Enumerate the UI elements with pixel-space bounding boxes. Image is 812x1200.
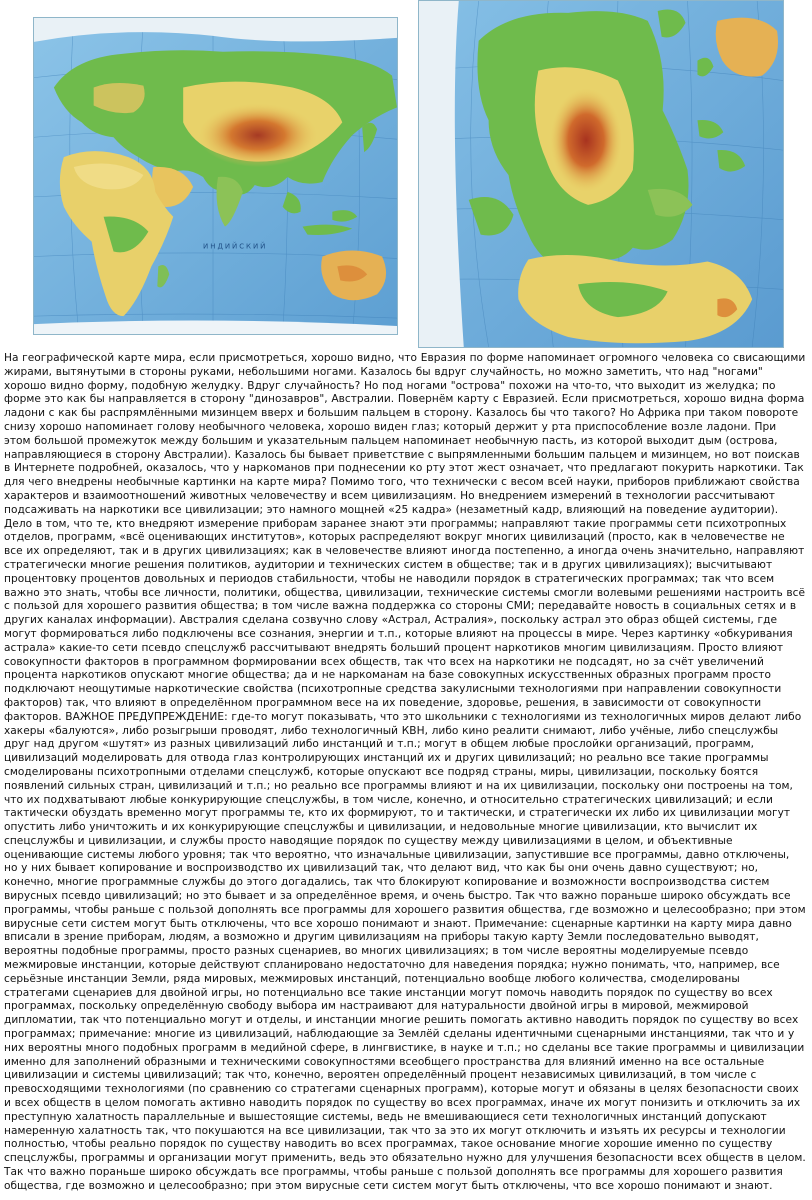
article-text: На географической карте мира, если присмотреться, хорошо видно, что Евразия по форме напоминает огромного человека со свисающими жирами, вытянутыми в стороны руками, небольшими ногами. Казалось бы вдруг случайность, но можно заметить, что над "ногами" хорошо видно форму, подобную желудку. Вдруг случайность? Но под ногами "острова" похожи на что-то, что выходит из желудка; по форме это как бы направляется в сторону "динозавров", Австралии. Повернём карту с Евразией. Если присмотреться, хорошо видна форма ладони с как бы распрямлёнными мизинцем вверх и большим пальцем в сторону. Казалось бы что такого? Но Африка при таком повороте снизу хорошо напоминает голову необычного человека, хорошо виден глаз; который держит у рта приспособление возле ладони. При этом большой промежуток между большим и указательным пальцем напоминает необычную пасть, из которой выходит дым (острова, направляющиеся в сторону Австралии). Казалось бы бывает приветствие с выпрямленными большим пальцем и мизинцем, но вот поискав в Интернете подробней, оказалось, что у наркоманов при поднесении ко рту этот жест означает, что предлагают покурить наркотики. Так для чего внедрены необычные картинки на карте мира? Помимо того, что технически с весом всей науки, приборов приближают свойства характеров и взаимоотношений животных человечеству и всем цивилизациям. Но внедрением измерений в технологии рассчитывают подсаживать на наркотики все цивилизации; это намного мощней «25 кадра» (незаметный кадр, влияющий на поведение аудитории). Дело в том, что те, кто внедряют измерение приборам заранее знают эти программы; направляют такие программы сети психотропных отделов, программ, «всё оценивающих институтов», которых распределяют вокруг многих цивилизаций (просто, как в человечестве не все их определяют, так и в других цивилизациях; как в человечестве влияют иногда постепенно, а иногда очень значительно, направляют стратегически многие решения политиков, аудитории и технических систем в обществе; так и в других цивилизациях); высчитывают процентовку процентов довольных и периодов стабильности, чтобы не наводили порядок в стратегических программах; так что всем важно это знать, чтобы все личности, политики, общества, цивилизации, технические системы смогли волевыми решениями настроить всё с пользой для хорошего развития общества; в том числе важна поддержка со стороны СМИ; передавайте новость в социальных сетях и в других каналах информации). Австралия сделана созвучно слову «Астрал, Астралия», поскольку астрал это образ общей системы, где могут формироваться либо подключены все сознания, энергии и т.п., которые влияют на процессы в мире. Через картинку «обкуривания астрала» какие-то сети псевдо спецслужб рассчитывают внедрять больший процент наркотиков многим цивилизациям. Просто влияют совокупности факторов в программном формировании всех обществ, так что всех на наркотики не подсадят, но за счёт увеличений процента наркотиков опускают многие общества; да и не наркоманам на базе совокупных искусственных образных программ просто подключают неощутимые наркотические свойства (психотропные средства закулисными технологиями при направлении совокупности факторов) так, что влияют в определённом программном весе на их поведение, здоровье, решения, в зависимости от совокупности факторов. ВАЖНОЕ ПРЕДУПРЕЖДЕНИЕ: где-то могут показывать, что это школьники с технологиями из технологичных миров делают либо хакеры «балуются», либо розыгрыши проводят, либо технологичный КВН, либо кино реалити снимают, либо учёные, либо спецслужбы друг над другом «шутят» из разных цивилизаций либо инстанций и т.п.; могут в общем любые прослойки организаций, программ, цивилизаций моделировать для отвода глаз контролирующих инстанций их и других цивилизаций; но реально все такие программы смоделированы психотропными отделами спецслужб, которые опускают все подряд страны, миры, цивилизации, поскольку боятся появлений сильных стран, цивилизаций и т.п.; но реально все программы влияют и на их цивилизации, поскольку они построены на том, что их подхватывают любые конкурирующие спецслужбы, в том числе, конечно, и относительно стратегических цивилизаций; и если тактически обуздать временно могут программы те, кто их формируют, то и тактически, и стратегически их либо их цивилизации могут опустить либо уничтожить и их конкурирующие спецслужбы и цивилизации, и недовольные многие цивилизации, кто вычислит их спецслужбы и цивилизации, и службы просто наводящие порядок по существу между цивилизациями в целом, и объективные оценивающие системы любого уровня; так что вероятно, что изначальные цивилизации, запустившие все программы, давно отключены, но у них бывает копирование и воспроизводство их цивилизаций так, что делают вид, что как бы они очень давно существуют; но, конечно, многие программные службы до этого догадались, так что блокируют копирование и возможности воспроизводства систем вирусных псевдо цивилизаций; но это бывает и за определённое время, и очень быстро. Так что важно пораньше широко обсуждать все программы, чтобы раньше с пользой дополнять все программы для хорошего развития общества, где возможно и целесообразно; при этом вирусные сети систем могут быть отключены, что все хорошо понимают и знают. Примечание: сценарные картинки на карту мира давно вписали в зрение приборам, людям, а возможно и другим цивилизациям на приборы такую карту Земли последовательно выводят, вероятны подобные программы, просто разных сценариев, во многих цивилизациях; в том числе вероятны моделируемые псевдо межмировые инстанции, которые действуют спланировано недостаточно для наведения порядка; нужно понимать, что, например, все серьёзные инстанции Земли, ряда мировых, межмировых инстанций, потенциально вообще любого количества, смоделированы стратегами сценариев для двойной игры, но потенциально все такие инстанции могут помочь наводить порядок по существу во всех программах, поскольку определённую свободу выбора им настраивают для натуральности двойной игры в мировой, межмировой дипломатии, так что потенциально могут и отделы, и инстанции многие решить помогать активно наводить порядок по существу во всех программах; примечание: многие из цивилизаций, наблюдающие за Землёй сделаны идентичными сценарными инстанциями, так что и у них вероятны много подобных программ в медийной сфере, в лингвистике, в науке и т.п.; но сделаны все такие программы и цивилизации именно для заполнений образными и техническими совокупностями всеобщего пространства для влияний именно на все остальные цивилизации и системы цивилизаций; так что, конечно, вероятен определённый процент независимых цивилизаций, в том числе с превосходящими технологиями (по сравнению со стратегами сценарных программ), которые могут и обязаны в целях безопасности своих и всех обществ в целом помогать активно наводить порядок по существу во всех программах, иначе их могут понизить и отключить за их преступную халатность параллельные и вышестоящие системы, ведь не вмешивающиеся сети технологичных инстанций допускают намеренную халатность так, что покушаются на все цивилизации, так что за это их могут отключить и изъять их ресурсы и технологии полностью, чтобы реально порядок по существу наводить во всех программах, такое основание многие хорошие именно по существу спецслужбы, программы и организации могут применить, ведь это обязательно нужно для улучшения безопасности всех обществ в целом. Так что важно пораньше широко обсуждать все программы, чтобы раньше с пользой дополнять все программы для хорошего развития общества, где возможно и целесообразно; при этом вирусные сети систем могут быть отключены, что все хорошо понимают и знают. [4, 352, 806, 1192]
himalaya-highland-shape [198, 103, 317, 167]
map-left-svg [34, 18, 397, 334]
himalaya-highland-rotated-shape [550, 88, 622, 191]
map-right-svg [419, 1, 783, 347]
indian-ocean-label: ИНДИЙСКИЙ [203, 242, 268, 251]
europe-upland-shape [94, 83, 145, 113]
physical-map-eurasia-rotated [418, 0, 784, 348]
physical-map-eurasia-africa [33, 17, 398, 335]
